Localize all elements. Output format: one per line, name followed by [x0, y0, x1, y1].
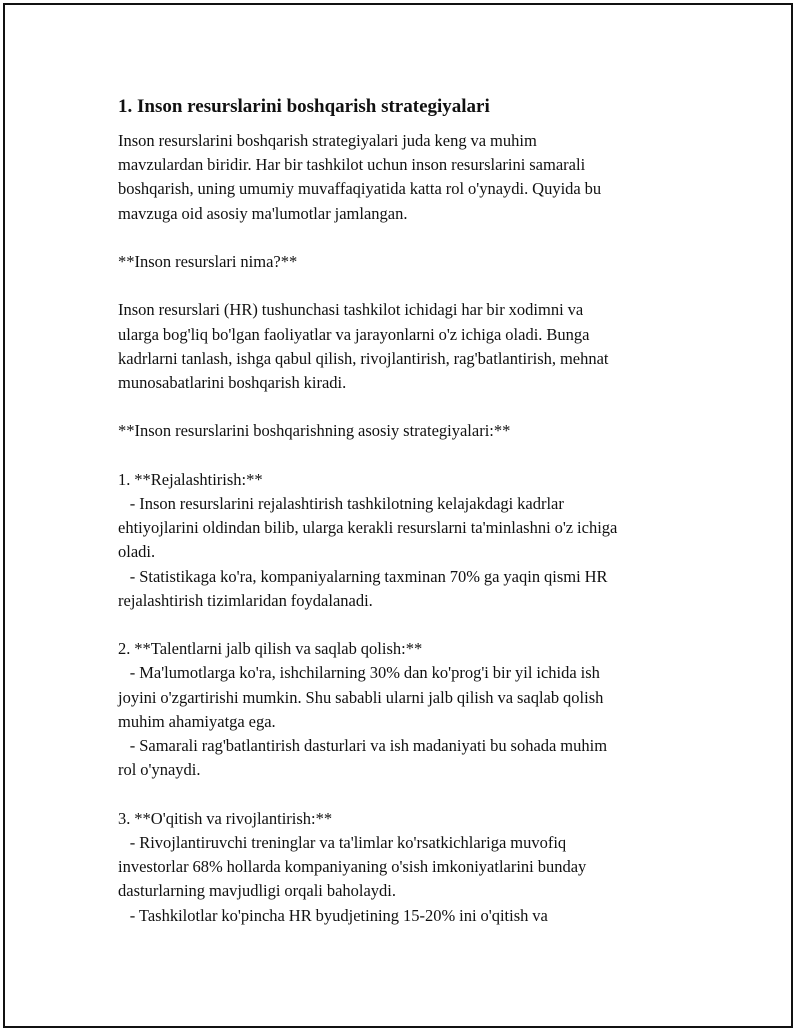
body-line: investorlar 68% hollarda kompaniyaning o'sish imkoniyatlarini bunday	[118, 857, 587, 877]
body-line: dasturlarning mavjudligi orqali baholaydi.	[118, 881, 397, 901]
body-line: Inson resurslarini boshqarish strategiyalari juda keng va muhim	[118, 131, 537, 150]
body-line: Inson resurslari (HR) tushunchasi tashkilot ichidagi har bir xodimni va	[118, 300, 584, 320]
body-line: kadrlarni tanlash, ishga qabul qilish, rivojlantirish, rag'batlantirish, mehnat	[118, 348, 609, 368]
body-line: joyini o'zgartirishi mumkin. Shu sababli ularni jalb qilish va saqlab qolish	[118, 687, 604, 707]
body-line: ehtiyojlarini oldindan bilib, ularga kerakli resurslarni ta'minlashni o'z ichiga	[118, 518, 618, 538]
body-line: mavzuga oid asosiy ma'lumotlar jamlangan.	[118, 203, 408, 223]
body-line: boshqarish, uning umumiy muvaffaqiyatida katta rol o'ynaydi. Quyida bu	[118, 179, 602, 199]
list-item-heading: 1. **Rejalashtirish:**	[118, 469, 263, 489]
body-line: ularga bog'liq bo'lgan faoliyatlar va jarayonlarni o'z ichiga oladi. Bunga	[118, 324, 590, 344]
body-line: oladi.	[118, 542, 156, 562]
list-item-heading: 2. **Talentlarni jalb qilish va saqlab qolish:**	[118, 639, 423, 659]
section-heading: **Inson resurslarini boshqarishning asosiy strategiyalari:**	[118, 421, 511, 441]
body-line: muhim ahamiyatga ega.	[118, 711, 276, 731]
document-body	[118, 129, 698, 928]
body-line: - Tashkilotlar ko'pincha HR byudjetining 15-20% ini o'qitish va	[118, 905, 548, 925]
body-line: - Statistikaga ko'ra, kompaniyalarning taxminan 70% ga yaqin qismi HR	[118, 566, 608, 586]
body-line: mavzulardan biridir. Har bir tashkilot uchun inson resurslarini samarali	[118, 155, 586, 175]
body-line: rol o'ynaydi.	[118, 760, 201, 780]
list-item-heading: 3. **O'qitish va rivojlantirish:**	[118, 808, 333, 828]
body-line: munosabatlarini boshqarish kiradi.	[118, 373, 347, 393]
body-line: - Samarali rag'batlantirish dasturlari va ish madaniyati bu sohada muhim	[118, 736, 608, 756]
body-line: - Ma'lumotlarga ko'ra, ishchilarning 30% dan ko'prog'i bir yil ichida ish	[118, 663, 600, 683]
body-line: - Rivojlantiruvchi treninglar va ta'limlar ko'rsatkichlariga muvofiq	[118, 832, 567, 852]
body-line: rejalashtirish tizimlaridan foydalanadi.	[118, 590, 373, 610]
body-line: - Inson resurslarini rejalashtirish tashkilotning kelajakdagi kadrlar	[118, 494, 564, 514]
document-title: 1. Inson resurslarini boshqarish strategiyalari	[118, 96, 490, 117]
document-content	[118, 92, 698, 928]
section-heading: **Inson resurslari nima?**	[118, 252, 298, 272]
